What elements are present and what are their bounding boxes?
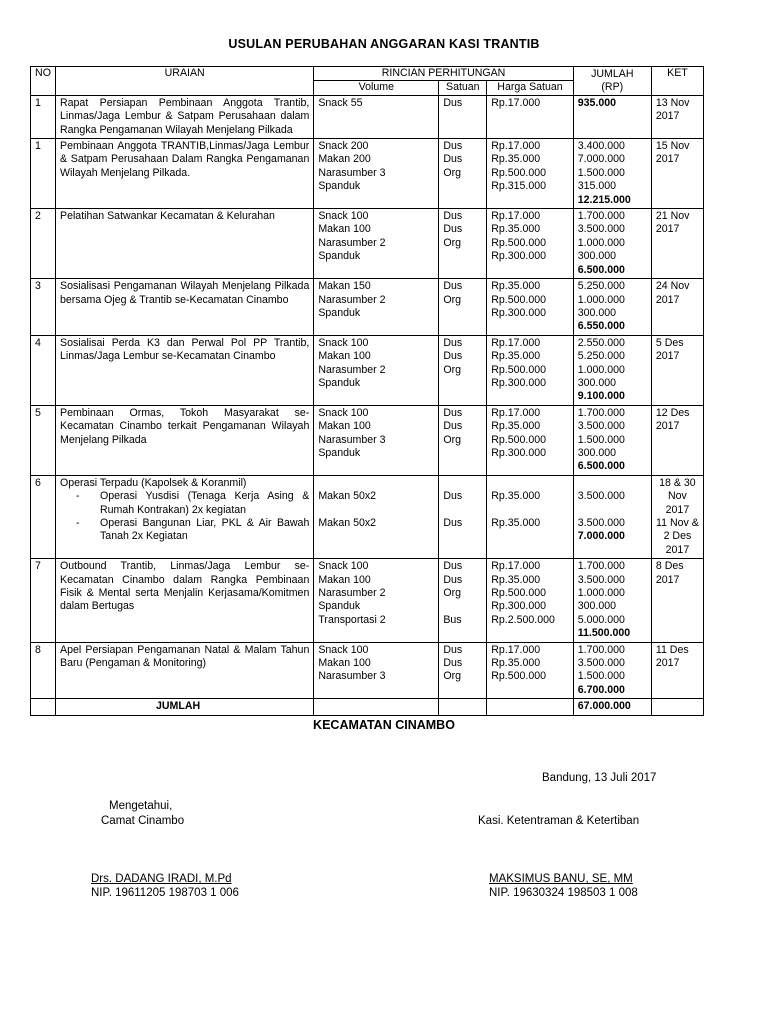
volume-line: Makan 50x2 xyxy=(318,490,377,503)
row-volume xyxy=(314,139,439,209)
table-row xyxy=(31,475,704,558)
bullet-dash: - xyxy=(76,490,80,503)
header-uraian: URAIAN xyxy=(56,67,314,96)
place-date: Bandung, 13 Juli 2017 xyxy=(542,772,657,784)
row-no: 1 xyxy=(31,139,56,209)
grand-total-label: JUMLAH xyxy=(56,699,314,715)
volume-line: Narasumber 3 xyxy=(318,433,386,446)
satuan-line xyxy=(443,377,482,390)
harga-line: Rp.35.000 xyxy=(491,516,541,529)
jumlah-line: 1.500.000 xyxy=(577,166,625,179)
jumlah-line: 7.000.000 xyxy=(577,153,625,166)
row-no: 2 xyxy=(31,209,56,279)
harga-line: Rp.17.000 xyxy=(491,210,541,223)
volume-line: Spanduk xyxy=(318,376,361,389)
harga-line: Rp.35.000 xyxy=(491,573,541,586)
row-harga-satuan xyxy=(487,642,573,699)
harga-line: Rp.500.000 xyxy=(491,166,547,179)
harga-line: Rp.500.000 xyxy=(491,433,547,446)
harga-line: Rp.300.000 xyxy=(491,250,547,263)
jumlah-line: 3.400.000 xyxy=(577,140,625,153)
satuan-line: Dus xyxy=(443,420,463,433)
row-ket: 15 Nov 2017 xyxy=(651,139,703,209)
right-sig-name: MAKSIMUS BANU, SE, MM xyxy=(489,873,633,885)
row-satuan xyxy=(439,642,487,699)
harga-line: Rp.17.000 xyxy=(491,643,541,656)
spacer xyxy=(578,477,647,490)
harga-line: Rp.17.000 xyxy=(491,560,541,573)
row-no: 5 xyxy=(31,405,56,475)
row-harga-satuan xyxy=(487,209,573,279)
grand-total-empty xyxy=(31,699,56,715)
row-total: 11.500.000 xyxy=(577,627,631,640)
satuan-line xyxy=(443,180,482,193)
volume-line: Spanduk xyxy=(318,446,361,459)
row-harga-satuan xyxy=(487,95,573,138)
sub-activity-text: Operasi Bangunan Liar, PKL & Air Bawah Tanah 2x Kegiatan xyxy=(100,517,310,543)
harga-line: Rp.315.000 xyxy=(491,180,547,193)
volume-line: Snack 100 xyxy=(318,210,369,223)
satuan-line xyxy=(443,307,482,320)
row-ket: 13 Nov 2017 xyxy=(651,95,703,138)
header-harga-satuan: Harga Satuan xyxy=(487,81,573,95)
spacer xyxy=(443,504,482,517)
jumlah-line: 300.000 xyxy=(577,306,617,319)
satuan-line: Dus xyxy=(443,336,463,349)
jumlah-line: 3.500.000 xyxy=(577,573,625,586)
budget-table xyxy=(30,66,704,716)
row-harga-satuan xyxy=(487,139,573,209)
volume-line: Narasumber 2 xyxy=(318,587,386,600)
row-uraian: Outbound Trantib, Linmas/Jaga Lembur se-Kecamatan Cinambo dalam Rangka Pembinaan Fisik & Mental serta Menjalin Kerjasama/Komitmen dalam Bertugas xyxy=(56,559,314,642)
row-satuan xyxy=(439,335,487,405)
bullet-dash: - xyxy=(76,517,80,529)
jumlah-line: 1.700.000 xyxy=(577,643,625,656)
volume-line: Makan 100 xyxy=(318,573,371,586)
satuan-line: Org xyxy=(443,433,462,446)
jumlah-line: 315.000 xyxy=(577,180,617,193)
volume-line: Narasumber 3 xyxy=(318,670,386,683)
table-row xyxy=(31,335,704,405)
row-no: 1 xyxy=(31,95,56,138)
jumlah-line: 3.500.000 xyxy=(577,516,625,529)
satuan-line: Dus xyxy=(443,96,463,109)
row-ket: 24 Nov 2017 xyxy=(651,279,703,336)
left-sig-line1: Mengetahui, xyxy=(109,800,173,812)
row-satuan xyxy=(439,475,487,558)
header-ket: KET xyxy=(651,67,703,96)
satuan-line: Org xyxy=(443,236,462,249)
harga-line: Rp.35.000 xyxy=(491,153,541,166)
satuan-line: Dus xyxy=(443,657,463,670)
row-total: 12.215.000 xyxy=(577,193,631,206)
satuan-line: Org xyxy=(443,293,462,306)
sub-activity xyxy=(60,490,309,517)
table-row xyxy=(31,642,704,699)
row-ket: 8 Des 2017 xyxy=(651,559,703,642)
volume-line: Makan 100 xyxy=(318,350,371,363)
row-uraian: Sosialisasi Pengamanan Wilayah Menjelang Pilkada bersama Ojeg & Trantib se-Kecamatan Cinambo xyxy=(56,279,314,336)
row-jumlah xyxy=(573,139,651,209)
spacer xyxy=(443,477,482,490)
table-row xyxy=(31,279,704,336)
kecamatan-heading: KECAMATAN CINAMBO xyxy=(313,718,455,732)
volume-line: Snack 100 xyxy=(318,560,369,573)
row-uraian: Rapat Persiapan Pembinaan Anggota Trantib, Linmas/Jaga Lembur & Satpam Perusahaan dalam Rangka Pengamanan Wilayah Menjelang Pilkada xyxy=(56,95,314,138)
grand-total-value: 67.000.000 xyxy=(573,699,651,715)
table-header xyxy=(31,67,704,96)
volume-line: Spanduk xyxy=(318,600,361,613)
row-harga-satuan xyxy=(487,335,573,405)
harga-line: Rp.17.000 xyxy=(491,406,541,419)
row-total: 6.700.000 xyxy=(577,683,625,696)
harga-line: Rp.2.500.000 xyxy=(491,613,555,626)
jumlah-line: 5.250.000 xyxy=(577,350,625,363)
harga-line: Rp.35.000 xyxy=(491,350,541,363)
grand-total-row xyxy=(31,699,704,715)
harga-line: Rp.35.000 xyxy=(491,657,541,670)
satuan-line: Bus xyxy=(443,613,462,626)
row-uraian-title: Operasi Terpadu (Kapolsek & Koranmil) xyxy=(60,476,247,489)
satuan-line: Dus xyxy=(443,516,463,529)
jumlah-line: 1.500.000 xyxy=(577,670,625,683)
satuan-line xyxy=(443,447,482,460)
harga-line: Rp.300.000 xyxy=(491,600,547,613)
row-jumlah xyxy=(573,209,651,279)
volume-line: Makan 200 xyxy=(318,153,371,166)
row-uraian: Pembinaan Anggota TRANTIB,Linmas/Jaga Lembur & Satpam Perusahaan Dalam Rangka Pengamanan Wilayah Menjelang Pilkada. xyxy=(56,139,314,209)
right-sig-nip: NIP. 19630324 198503 1 008 xyxy=(489,887,638,899)
jumlah-line: 3.500.000 xyxy=(577,420,625,433)
harga-line: Rp.35.000 xyxy=(491,280,541,293)
ket-line: 11 Nov & 2 Des 2017 xyxy=(656,517,699,556)
table-row xyxy=(31,559,704,642)
row-uraian: Sosialisai Perda K3 dan Perwal Pol PP Trantib, Linmas/Jaga Lembur se-Kecamatan Cinambo xyxy=(56,335,314,405)
row-no: 8 xyxy=(31,642,56,699)
row-total: 6.550.000 xyxy=(577,320,625,333)
spacer xyxy=(491,504,568,517)
table-row xyxy=(31,405,704,475)
jumlah-line: 300.000 xyxy=(577,376,617,389)
volume-line: Snack 100 xyxy=(318,336,369,349)
jumlah-line: 1.000.000 xyxy=(577,236,625,249)
volume-line: Narasumber 2 xyxy=(318,363,386,376)
satuan-line: Dus xyxy=(443,153,463,166)
left-sig-line2: Camat Cinambo xyxy=(101,815,185,827)
row-satuan xyxy=(439,559,487,642)
jumlah-line: 5.250.000 xyxy=(577,280,625,293)
satuan-line: Dus xyxy=(443,573,463,586)
row-volume xyxy=(314,335,439,405)
grand-total-empty xyxy=(487,699,573,715)
volume-line: Narasumber 2 xyxy=(318,293,386,306)
row-harga-satuan xyxy=(487,405,573,475)
spacer xyxy=(318,477,434,490)
row-jumlah xyxy=(573,475,651,558)
header-satuan: Satuan xyxy=(439,81,487,95)
row-harga-satuan xyxy=(487,559,573,642)
volume-line: Makan 150 xyxy=(318,280,371,293)
row-no: 4 xyxy=(31,335,56,405)
satuan-line: Dus xyxy=(443,210,463,223)
sub-activity xyxy=(60,517,309,544)
harga-line: Rp.300.000 xyxy=(491,376,547,389)
volume-line: Makan 100 xyxy=(318,223,371,236)
row-satuan xyxy=(439,95,487,138)
header-volume: Volume xyxy=(314,81,439,95)
row-no: 3 xyxy=(31,279,56,336)
row-jumlah xyxy=(573,405,651,475)
right-sig-role: Kasi. Ketentraman & Ketertiban xyxy=(478,815,640,827)
row-volume xyxy=(314,95,439,138)
jumlah-line: 300.000 xyxy=(577,446,617,459)
row-satuan xyxy=(439,279,487,336)
row-total: 7.000.000 xyxy=(577,530,625,543)
row-total: 6.500.000 xyxy=(577,460,625,473)
jumlah-line: 935.000 xyxy=(577,96,617,109)
harga-line: Rp.35.000 xyxy=(491,420,541,433)
spacer xyxy=(578,504,647,517)
satuan-line xyxy=(443,600,482,613)
row-jumlah xyxy=(573,279,651,336)
volume-line: Makan 50x2 xyxy=(318,516,377,529)
row-volume xyxy=(314,559,439,642)
harga-line: Rp.500.000 xyxy=(491,293,547,306)
row-harga-satuan xyxy=(487,475,573,558)
row-no: 7 xyxy=(31,559,56,642)
jumlah-line: 1.700.000 xyxy=(577,210,625,223)
jumlah-line: 300.000 xyxy=(577,250,617,263)
row-total: 6.500.000 xyxy=(577,263,625,276)
harga-line: Rp.500.000 xyxy=(491,236,547,249)
row-uraian: Pembinaan Ormas, Tokoh Masyarakat se-Kecamatan Cinambo terkait Pengamanan Wilayah Menjelang Pilkada xyxy=(56,405,314,475)
row-volume xyxy=(314,279,439,336)
volume-line: Spanduk xyxy=(318,306,361,319)
jumlah-line: 1.000.000 xyxy=(577,363,625,376)
row-satuan xyxy=(439,209,487,279)
left-sig-name: Drs. DADANG IRADI, M.Pd xyxy=(91,873,232,885)
harga-line: Rp.500.000 xyxy=(491,363,547,376)
harga-line: Rp.17.000 xyxy=(491,96,541,109)
header-rincian: RINCIAN PERHITUNGAN xyxy=(314,67,573,81)
row-jumlah xyxy=(573,95,651,138)
jumlah-line: 1.000.000 xyxy=(577,587,625,600)
jumlah-line: 3.500.000 xyxy=(577,490,625,503)
jumlah-line: 5.000.000 xyxy=(577,613,625,626)
jumlah-line: 1.700.000 xyxy=(577,560,625,573)
row-uraian: Pelatihan Satwankar Kecamatan & Kelurahan xyxy=(56,209,314,279)
volume-line: Snack 55 xyxy=(318,96,363,109)
jumlah-line: 3.500.000 xyxy=(577,223,625,236)
spacer xyxy=(491,477,568,490)
header-jumlah-label: JUMLAH xyxy=(591,67,634,80)
row-volume xyxy=(314,209,439,279)
row-ket: 21 Nov 2017 xyxy=(651,209,703,279)
satuan-line: Org xyxy=(443,587,462,600)
jumlah-line: 1.700.000 xyxy=(577,406,625,419)
volume-line: Snack 100 xyxy=(318,406,369,419)
satuan-line xyxy=(443,250,482,263)
table-body xyxy=(31,95,704,715)
satuan-line: Dus xyxy=(443,560,463,573)
harga-line: Rp.300.000 xyxy=(491,306,547,319)
left-sig-nip: NIP. 19611205 198703 1 006 xyxy=(91,887,239,899)
sub-activity-text: Operasi Yusdisi (Tenaga Kerja Asing & Rumah Kontrakan) 2x kegiatan xyxy=(100,490,310,516)
satuan-line: Dus xyxy=(443,140,463,153)
table-row xyxy=(31,139,704,209)
row-satuan xyxy=(439,405,487,475)
satuan-line: Dus xyxy=(443,406,463,419)
table-row xyxy=(31,95,704,138)
header-jumlah xyxy=(573,67,651,96)
header-no: NO xyxy=(31,67,56,96)
row-uraian xyxy=(56,475,314,558)
row-harga-satuan xyxy=(487,279,573,336)
volume-line: Spanduk xyxy=(318,250,361,263)
row-ket: 11 Des 2017 xyxy=(651,642,703,699)
volume-line: Makan 100 xyxy=(318,420,371,433)
grand-total-empty xyxy=(439,699,487,715)
row-satuan xyxy=(439,139,487,209)
volume-line: Spanduk xyxy=(318,180,361,193)
jumlah-line: 2.550.000 xyxy=(577,336,625,349)
volume-line: Makan 100 xyxy=(318,657,371,670)
harga-line: Rp.300.000 xyxy=(491,446,547,459)
satuan-line: Dus xyxy=(443,350,463,363)
volume-line: Snack 100 xyxy=(318,643,369,656)
volume-line: Narasumber 3 xyxy=(318,166,386,179)
volume-line: Narasumber 2 xyxy=(318,236,386,249)
row-volume xyxy=(314,642,439,699)
jumlah-line: 1.500.000 xyxy=(577,433,625,446)
header-jumlah-unit: (RP) xyxy=(601,80,624,93)
harga-line: Rp.500.000 xyxy=(491,670,547,683)
jumlah-line: 300.000 xyxy=(577,600,617,613)
jumlah-line: 3.500.000 xyxy=(577,657,625,670)
row-total: 9.100.000 xyxy=(577,390,625,403)
row-ket xyxy=(651,475,703,558)
row-ket: 5 Des 2017 xyxy=(651,335,703,405)
satuan-line: Org xyxy=(443,166,462,179)
row-uraian: Apel Persiapan Pengamanan Natal & Malam Tahun Baru (Pengaman & Monitoring) xyxy=(56,642,314,699)
jumlah-line: 1.000.000 xyxy=(577,293,625,306)
grand-total-empty xyxy=(651,699,703,715)
row-jumlah xyxy=(573,642,651,699)
row-jumlah xyxy=(573,335,651,405)
row-volume xyxy=(314,405,439,475)
ket-line: 18 & 30 Nov 2017 xyxy=(659,476,696,516)
row-no: 6 xyxy=(31,475,56,558)
document-title: USULAN PERUBAHAN ANGGARAN KASI TRANTIB xyxy=(228,37,540,51)
table-row xyxy=(31,209,704,279)
satuan-line: Dus xyxy=(443,490,463,503)
satuan-line: Dus xyxy=(443,643,463,656)
satuan-line: Dus xyxy=(443,280,463,293)
spacer xyxy=(318,504,434,517)
grand-total-empty xyxy=(314,699,439,715)
volume-line: Snack 200 xyxy=(318,140,369,153)
harga-line: Rp.17.000 xyxy=(491,140,541,153)
row-volume xyxy=(314,475,439,558)
row-ket: 12 Des 2017 xyxy=(651,405,703,475)
harga-line: Rp.35.000 xyxy=(491,223,541,236)
row-jumlah xyxy=(573,559,651,642)
satuan-line: Org xyxy=(443,670,462,683)
satuan-line: Org xyxy=(443,363,462,376)
satuan-line: Dus xyxy=(443,223,463,236)
harga-line: Rp.35.000 xyxy=(491,490,541,503)
harga-line: Rp.500.000 xyxy=(491,587,547,600)
volume-line: Transportasi 2 xyxy=(318,613,386,626)
harga-line: Rp.17.000 xyxy=(491,336,541,349)
